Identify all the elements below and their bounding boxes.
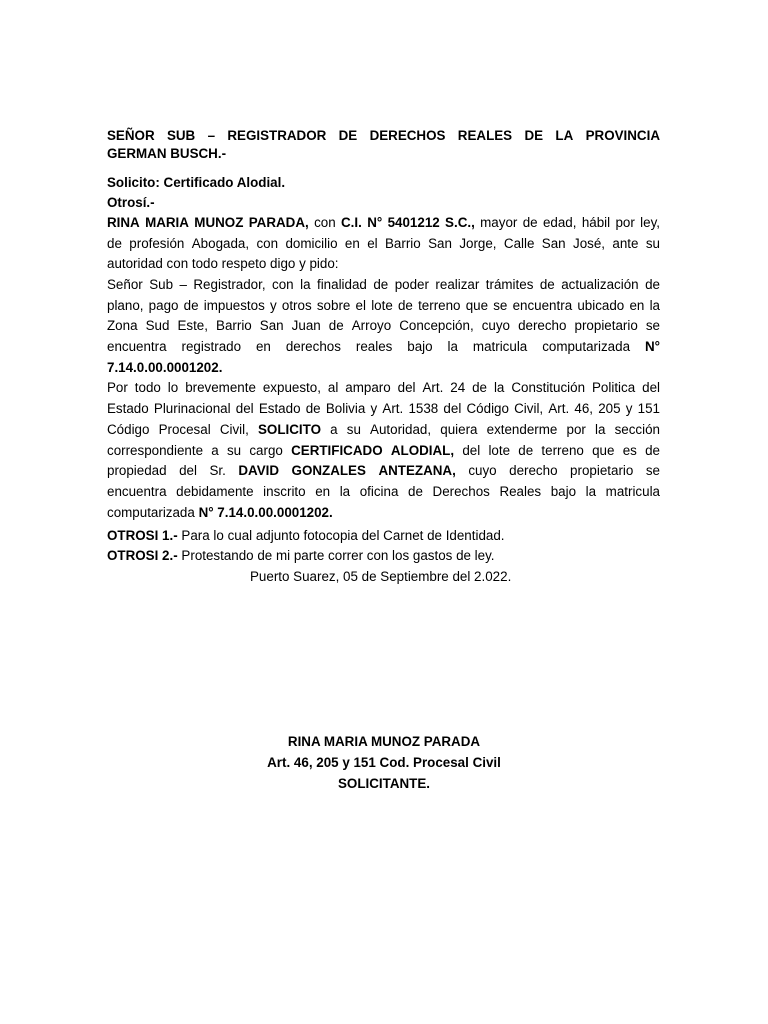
body-word: en: [344, 236, 360, 251]
body-word: domicilio: [285, 236, 338, 251]
body-word: José,: [573, 236, 606, 251]
body-word: encuentra: [107, 484, 167, 499]
body-word: Derechos: [432, 484, 490, 499]
body-word: N°: [367, 215, 383, 230]
body-word: Art.: [382, 401, 404, 416]
body-word: computarizada: [542, 339, 631, 354]
body-word: Plurinacional: [153, 401, 231, 416]
body-line: [107, 443, 660, 459]
body-word: sobre: [316, 298, 351, 313]
body-word: Código: [466, 401, 509, 416]
body-line: [107, 422, 660, 438]
body-word: propietario: [570, 463, 634, 478]
body-word: del: [397, 380, 416, 395]
body-word: edad,: [542, 215, 577, 230]
heading-word: DERECHOS: [369, 128, 446, 143]
body-word: Arroyo: [351, 318, 392, 333]
body-word: Constitución: [511, 380, 586, 395]
body-line: [107, 380, 660, 396]
body-word: 46,: [574, 401, 594, 416]
body-word: 1538: [408, 401, 439, 416]
body-word: del: [443, 401, 462, 416]
body-word: otros: [281, 298, 312, 313]
body-word: Art.: [548, 401, 570, 416]
body-word: la: [595, 422, 606, 437]
signature-article: Art. 46, 205 y 151 Cod. Procesal Civil: [267, 755, 501, 770]
body-word: bajo: [550, 484, 577, 499]
body-word: lote: [488, 443, 511, 458]
body-word: al: [327, 380, 339, 395]
body-word: quiera: [440, 422, 478, 437]
otrosi-2-text: Protestando de mi parte correr con los gastos de ley.: [181, 548, 495, 563]
body-line: [107, 318, 660, 334]
otrosi-1-label: OTROSI 1.-: [107, 528, 178, 543]
body-word: de: [518, 443, 534, 458]
body-word: oficina: [359, 484, 399, 499]
body-word: San: [428, 236, 452, 251]
body-word: de: [645, 443, 660, 458]
body-word: debidamente: [176, 484, 254, 499]
body-word: la: [339, 484, 351, 499]
body-word: Sub: [149, 277, 174, 292]
body-word: Autoridad,: [370, 422, 432, 437]
body-word: Abogada,: [191, 236, 250, 251]
body-word: cargo: [249, 443, 283, 458]
body-word: plano,: [107, 298, 144, 313]
heading-word: DE: [524, 128, 544, 143]
body-word: S.C.,: [445, 215, 475, 230]
body-word: encuentra: [512, 298, 573, 313]
body-word: profesión: [129, 236, 185, 251]
body-word: derechos: [285, 339, 341, 354]
body-word: N°: [644, 339, 660, 354]
body-word: amparo: [345, 380, 391, 395]
body-word: registrado: [181, 339, 242, 354]
body-line: [107, 277, 660, 293]
body-word: del: [235, 401, 254, 416]
body-line: [107, 401, 660, 417]
body-word: encuentra: [107, 339, 167, 354]
body-word: correspondiente: [107, 443, 204, 458]
body-word: su: [226, 443, 242, 458]
body-word: terreno: [541, 443, 584, 458]
body-word: Concepción,: [399, 318, 474, 333]
body-word: el: [367, 236, 378, 251]
body-word: todo: [134, 380, 161, 395]
heading-word: GERMAN: [107, 146, 167, 161]
body-word: la: [300, 277, 311, 292]
body-word: 151: [637, 401, 660, 416]
body-word: con: [272, 277, 294, 292]
body-word: ley,: [640, 215, 660, 230]
body-word: SOLICITO: [258, 422, 321, 437]
body-word: computarizada: [107, 505, 195, 520]
body-word: ante: [612, 236, 639, 251]
body-word: Reales: [499, 484, 542, 499]
body-word: terreno: [418, 298, 461, 313]
body-word: Código: [107, 422, 150, 437]
body-word: mayor: [480, 215, 518, 230]
signature-role: SOLICITANTE.: [338, 776, 430, 791]
body-word: pago: [148, 298, 179, 313]
body-word: de: [397, 298, 413, 313]
heading-word: SEÑOR: [107, 128, 155, 143]
body-word: MUNOZ: [194, 215, 244, 230]
body-word: de: [472, 380, 487, 395]
heading-word: –: [207, 128, 216, 143]
heading-word: PROVINCIA: [585, 128, 660, 143]
body-word: sección: [614, 422, 660, 437]
body-word: Estado: [107, 401, 149, 416]
body-word: de: [539, 277, 555, 292]
body-word: por: [566, 422, 586, 437]
heading-word: REGISTRADOR: [227, 128, 327, 143]
body-word: RINA: [107, 215, 140, 230]
body-word: y: [370, 401, 378, 416]
body-word: finalidad: [316, 277, 367, 292]
body-word: propietario: [574, 318, 638, 333]
body-word: poder: [394, 277, 429, 292]
body-word: en: [255, 339, 271, 354]
body-word: lo: [167, 380, 179, 395]
otrosi-2-label: OTROSI 2.-: [107, 548, 178, 563]
body-word: con: [314, 215, 336, 230]
body-word: su: [645, 236, 660, 251]
signature-name: RINA MARIA MUNOZ PARADA: [287, 734, 481, 749]
body-word: y: [269, 298, 277, 313]
heading-word: DE: [338, 128, 358, 143]
body-word: que: [592, 443, 615, 458]
body-word: 5401212: [387, 215, 440, 230]
body-word: Señor: [107, 277, 143, 292]
body-word: N° 7.14.0.00.0001202.: [198, 505, 333, 520]
body-word: lote: [371, 298, 393, 313]
body-word: y: [625, 401, 633, 416]
body-word: de: [645, 277, 660, 292]
body-word: Este,: [177, 318, 208, 333]
body-word: de: [107, 236, 122, 251]
heading-word: REALES: [457, 128, 513, 143]
body-word: la: [585, 484, 597, 499]
body-word: ANTEZANA,: [378, 463, 456, 478]
body-word: 205: [598, 401, 621, 416]
body-word: por: [615, 215, 635, 230]
body-word: su: [346, 422, 361, 437]
body-line: [107, 484, 660, 500]
body-word: del: [462, 443, 481, 458]
body-word: que: [465, 298, 489, 313]
body-word: matricula: [472, 339, 528, 354]
body-word: de: [408, 484, 423, 499]
body-word: se: [493, 298, 508, 313]
body-line: [107, 215, 660, 231]
otrosi-heading: Otrosí.-: [107, 195, 155, 210]
body-word: el: [355, 298, 366, 313]
body-word: –: [179, 277, 187, 292]
body-word: San: [541, 236, 566, 251]
heading-word: BUSCH.-: [170, 146, 227, 161]
body-word: es: [622, 443, 637, 458]
otrosi-1: [107, 528, 660, 544]
body-word: de: [522, 215, 538, 230]
body-word: bajo: [407, 339, 433, 354]
body-line: [107, 463, 660, 479]
heading-word: SUB: [166, 128, 196, 143]
body-word: en: [629, 298, 645, 313]
body-word: Juan: [291, 318, 321, 333]
body-word: a: [211, 443, 219, 458]
body-word: del: [179, 463, 197, 478]
body-word: la: [493, 380, 505, 395]
body-line: [107, 339, 660, 355]
heading-word: LA: [555, 128, 574, 143]
body-word: Zona: [107, 318, 138, 333]
heading-line-2: [107, 146, 660, 162]
body-word: Calle: [503, 236, 535, 251]
body-word: la: [447, 339, 458, 354]
body-word: se: [645, 318, 660, 333]
body-line: [107, 298, 660, 314]
body-word: 24: [450, 380, 466, 395]
body-word: cuyo: [468, 463, 497, 478]
body-word: Sr.: [209, 463, 226, 478]
body-word: hábil: [581, 215, 611, 230]
body-word: Procesal: [158, 422, 211, 437]
body-word: se: [645, 463, 660, 478]
body-word: inscrito: [263, 484, 306, 499]
otrosi-2: [107, 548, 660, 564]
body-word: C.I.: [341, 215, 362, 230]
body-word: en: [315, 484, 331, 499]
body-word: de: [328, 318, 344, 333]
body-word: Politica: [592, 380, 636, 395]
body-word: propiedad: [107, 463, 167, 478]
body-word: GONZALES: [291, 463, 366, 478]
body-word: actualización: [561, 277, 639, 292]
body-word: brevemente: [185, 380, 256, 395]
body-word: a: [330, 422, 338, 437]
body-word: expuesto,: [262, 380, 321, 395]
body-word: Barrio: [385, 236, 421, 251]
body-word: reales: [355, 339, 393, 354]
body-word: impuestos: [203, 298, 265, 313]
body-word: trámites: [485, 277, 534, 292]
body-word: de: [183, 298, 199, 313]
body-word: ubicado: [577, 298, 625, 313]
body-word: DAVID: [238, 463, 280, 478]
body-word: matricula: [605, 484, 660, 499]
body-line: [107, 236, 660, 252]
body-line: autoridad con todo respeto digo y pido:: [107, 256, 339, 271]
body-word: Barrio: [216, 318, 252, 333]
body-word: MARIA: [145, 215, 189, 230]
body-word: la: [649, 298, 660, 313]
body-word: Civil,: [514, 401, 544, 416]
body-word: PARADA,: [248, 215, 309, 230]
body-word: extenderme: [486, 422, 558, 437]
body-word: de: [373, 277, 389, 292]
body-word: Bolivia: [325, 401, 366, 416]
heading-line-1: [107, 128, 660, 144]
body-word: Jorge,: [459, 236, 497, 251]
body-word: con: [256, 236, 279, 251]
body-line: [107, 505, 660, 521]
body-word: CERTIFICADO: [291, 443, 383, 458]
body-word: ALODIAL,: [390, 443, 455, 458]
body-word: de: [305, 401, 321, 416]
body-word: Por: [107, 380, 128, 395]
body-word: Civil,: [219, 422, 249, 437]
subject-line: Solicito: Certificado Alodial.: [107, 175, 286, 190]
body-word: derecho: [509, 463, 558, 478]
body-word: Registrador,: [193, 277, 266, 292]
body-word: Estado: [258, 401, 301, 416]
place-and-date: Puerto Suarez, 05 de Septiembre del 2.022.: [250, 569, 512, 584]
body-line: 7.14.0.00.0001202.: [107, 360, 223, 375]
body-word: del: [642, 380, 660, 395]
body-word: Sud: [145, 318, 170, 333]
body-word: realizar: [435, 277, 480, 292]
body-word: Art.: [422, 380, 444, 395]
body-word: derecho: [518, 318, 567, 333]
body-word: cuyo: [481, 318, 511, 333]
body-word: San: [259, 318, 284, 333]
otrosi-1-text: Para lo cual adjunto fotocopia del Carnet de Identidad.: [181, 528, 505, 543]
